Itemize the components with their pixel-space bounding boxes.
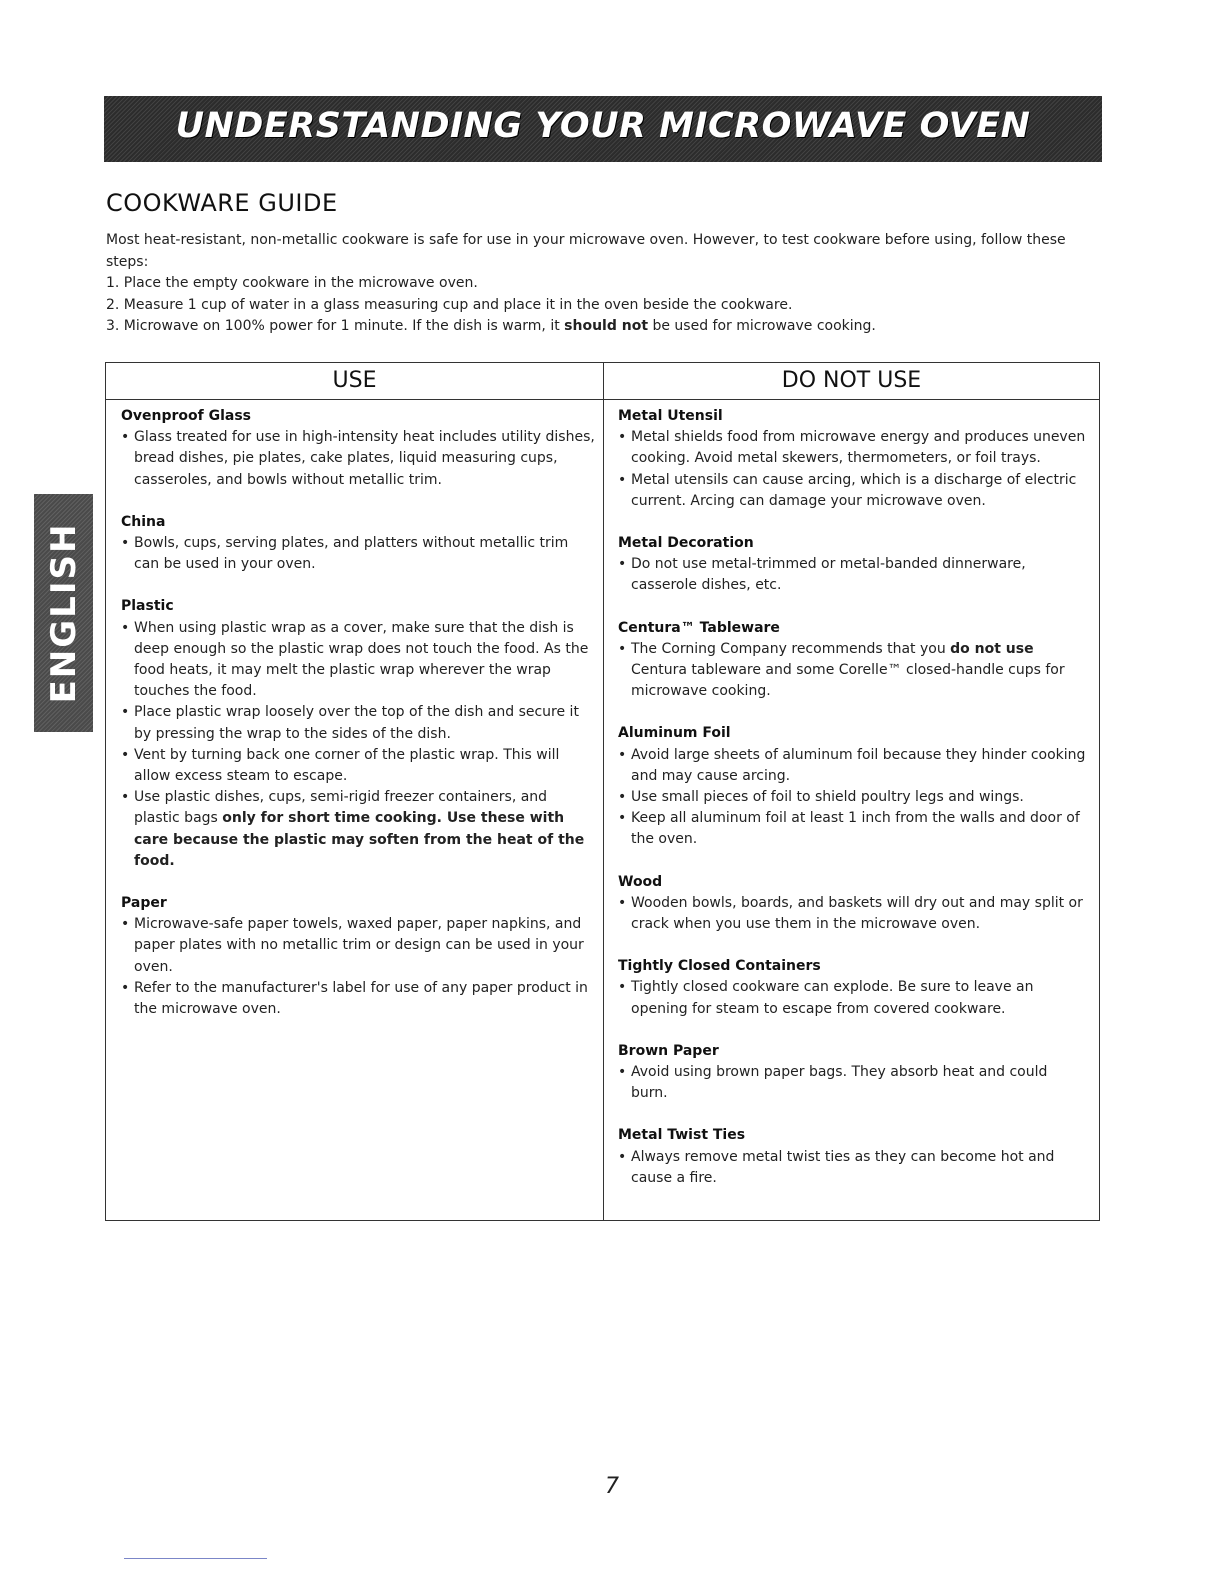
- step3-pre: 3. Microwave on 100% power for 1 minute. If the dish is warm, it: [106, 318, 565, 334]
- bullet-text: Glass treated for use in high-intensity heat includes utility dishes, bread dishes, pie plates, cake plates, liquid measuring cups, casseroles, and bowls without metallic trim.: [134, 429, 595, 488]
- section-heading: Ovenproof Glass: [121, 408, 252, 424]
- bullet-item: [121, 533, 595, 575]
- bullet-text: Metal shields food from microwave energy and produces uneven cooking. Avoid metal skewers, thermometers, or foil trays.: [631, 429, 1086, 467]
- dnu-section-twist-ties: [618, 1125, 1088, 1189]
- section-heading: Tightly Closed Containers: [618, 958, 821, 975]
- use-section-china: [121, 512, 595, 576]
- bullet-icon: •: [121, 916, 130, 933]
- intro: [106, 230, 1096, 338]
- header-rule: [106, 399, 1099, 400]
- bullet-item: [618, 977, 1088, 1019]
- test-steps: [106, 273, 1096, 338]
- bullet-text: Refer to the manufacturer's label for use of any paper product in the microwave oven.: [134, 979, 588, 1018]
- page-number: 7: [605, 1474, 619, 1499]
- column-divider: [603, 363, 604, 1220]
- bullet-icon: •: [618, 894, 627, 911]
- do-not-use-heading: DO NOT USE: [781, 368, 922, 393]
- bullet-text: Use small pieces of foil to shield poultry legs and wings.: [631, 789, 1024, 806]
- bullet-item: [618, 554, 1088, 596]
- bullet-icon: •: [121, 789, 130, 806]
- bullet-item: [618, 1147, 1088, 1189]
- bullet-text: Do not use metal-trimmed or metal-banded dinnerware, casserole dishes, etc.: [631, 556, 1026, 594]
- bullet-item: [121, 745, 595, 787]
- bullet-icon: •: [618, 556, 627, 573]
- step3-bold: should not: [564, 318, 649, 334]
- bullet-icon: •: [618, 746, 627, 763]
- dnu-section-metal-utensil: [618, 406, 1088, 512]
- section-heading: Brown Paper: [618, 1042, 719, 1059]
- bullet-text: The Corning Company recommends that you: [631, 640, 951, 657]
- use-heading: USE: [332, 368, 377, 393]
- step-item: [106, 316, 1096, 338]
- section-heading: Metal Twist Ties: [618, 1127, 746, 1144]
- bullet-item: [618, 808, 1088, 850]
- bullet-item: [618, 639, 1088, 703]
- bullet-text: Vent by turning back one corner of the plastic wrap. This will allow excess steam to escape.: [134, 746, 560, 785]
- bullet-text: Metal utensils can cause arcing, which is a discharge of electric current. Arcing can damage your microwave oven.: [631, 471, 1077, 509]
- section-heading: China: [121, 513, 166, 530]
- bullet-icon: •: [121, 746, 130, 763]
- bullet-bold-text: do not use: [950, 640, 1034, 657]
- bullet-item: [121, 787, 595, 872]
- bullet-icon: •: [121, 704, 130, 721]
- bullet-text: Centura tableware and some Corelle™ closed-handle cups for microwave cooking.: [631, 662, 1065, 700]
- bullet-item: [618, 1062, 1088, 1104]
- bullet-icon: •: [618, 429, 627, 446]
- intro-text: Most heat-resistant, non-metallic cookware is safe for use in your microwave oven. However, to test cookware before using, follow these steps:: [106, 232, 1066, 270]
- bullet-text: Keep all aluminum foil at least 1 inch from the walls and door of the oven.: [631, 810, 1080, 848]
- bullet-bold-text: only for short time cooking. Use these with care because the plastic may soften from the heat of the food.: [134, 810, 585, 869]
- language-tab-label: ENGLISH: [43, 522, 84, 704]
- section-heading: Metal Decoration: [618, 535, 754, 552]
- bullet-icon: •: [121, 535, 130, 552]
- section-heading: Wood: [618, 873, 663, 890]
- bullet-item: [618, 427, 1088, 469]
- bullet-item: [121, 914, 595, 978]
- section-title: COOKWARE GUIDE: [106, 189, 338, 217]
- bullet-icon: •: [618, 789, 627, 806]
- bullet-icon: •: [618, 979, 627, 996]
- bullet-icon: •: [618, 1064, 627, 1081]
- bullet-item: [618, 470, 1088, 512]
- header-banner: [104, 96, 1102, 162]
- bullet-text: Bowls, cups, serving plates, and platters without metallic trim can be used in your oven.: [134, 535, 569, 573]
- bullet-text: When using plastic wrap as a cover, make sure that the dish is deep enough so the plastic wrap does not touch the food. As the food heats, it may melt the plastic wrap wherever the wrap touches the food.: [134, 619, 589, 700]
- use-section-paper: [121, 893, 595, 1020]
- bullet-text: Always remove metal twist ties as they can become hot and cause a fire.: [631, 1148, 1055, 1186]
- footer-rule: [124, 1558, 267, 1559]
- bullet-text: Avoid large sheets of aluminum foil because they hinder cooking and may cause arcing.: [631, 746, 1086, 784]
- bullet-icon: •: [121, 979, 130, 996]
- bullet-text: Use plastic dishes, cups, semi-rigid freezer containers, and plastic bags: [134, 789, 548, 827]
- section-heading: Aluminum Foil: [618, 725, 731, 742]
- bullet-text: Avoid using brown paper bags. They absorb heat and could burn.: [631, 1064, 1048, 1102]
- section-heading: Metal Utensil: [618, 408, 723, 424]
- dnu-section-metal-decoration: [618, 533, 1088, 597]
- bullet-icon: •: [618, 1148, 627, 1165]
- bullet-icon: •: [618, 640, 627, 657]
- bullet-text: Tightly closed cookware can explode. Be sure to leave an opening for steam to escape from covered cookware.: [631, 979, 1034, 1017]
- bullet-text: Place plastic wrap loosely over the top of the dish and secure it by pressing the wrap to the sides of the dish.: [134, 704, 579, 742]
- use-column: [121, 406, 595, 1041]
- dnu-section-wood: [618, 872, 1088, 936]
- section-heading: Paper: [121, 895, 167, 912]
- dnu-section-aluminum-foil: [618, 723, 1088, 850]
- dnu-section-brown-paper: [618, 1041, 1088, 1105]
- do-not-use-column: [618, 406, 1088, 1210]
- banner-title: UNDERSTANDING YOUR MICROWAVE OVEN: [175, 106, 1031, 146]
- bullet-icon: •: [121, 429, 130, 446]
- bullet-item: [121, 978, 595, 1020]
- bullet-item: [121, 427, 595, 491]
- dnu-section-centura: [618, 618, 1088, 703]
- bullet-item: [618, 787, 1088, 808]
- bullet-icon: •: [618, 471, 627, 488]
- bullet-icon: •: [121, 619, 130, 636]
- step-item: 2. Measure 1 cup of water in a glass measuring cup and place it in the oven beside the cookware.: [106, 296, 793, 313]
- bullet-item: [618, 893, 1088, 935]
- use-section-plastic: [121, 596, 595, 872]
- section-heading: Centura™ Tableware: [618, 619, 780, 636]
- bullet-item: [121, 618, 595, 703]
- cookware-table: [105, 362, 1100, 1221]
- language-tab: [34, 494, 93, 732]
- section-heading: Plastic: [121, 598, 174, 615]
- bullet-text: Wooden bowls, boards, and baskets will dry out and may split or crack when you use them in the microwave oven.: [631, 894, 1083, 933]
- dnu-section-closed-containers: [618, 956, 1088, 1020]
- bullet-item: [618, 745, 1088, 787]
- bullet-item: [121, 702, 595, 744]
- bullet-text: Microwave-safe paper towels, waxed paper, paper napkins, and paper plates with no metallic trim or design can be used in your oven.: [134, 916, 584, 975]
- bullet-icon: •: [618, 810, 627, 827]
- use-section-ovenproof-glass: [121, 406, 595, 491]
- step3-post: be used for microwave cooking.: [648, 318, 876, 334]
- step-item: 1. Place the empty cookware in the microwave oven.: [106, 275, 478, 291]
